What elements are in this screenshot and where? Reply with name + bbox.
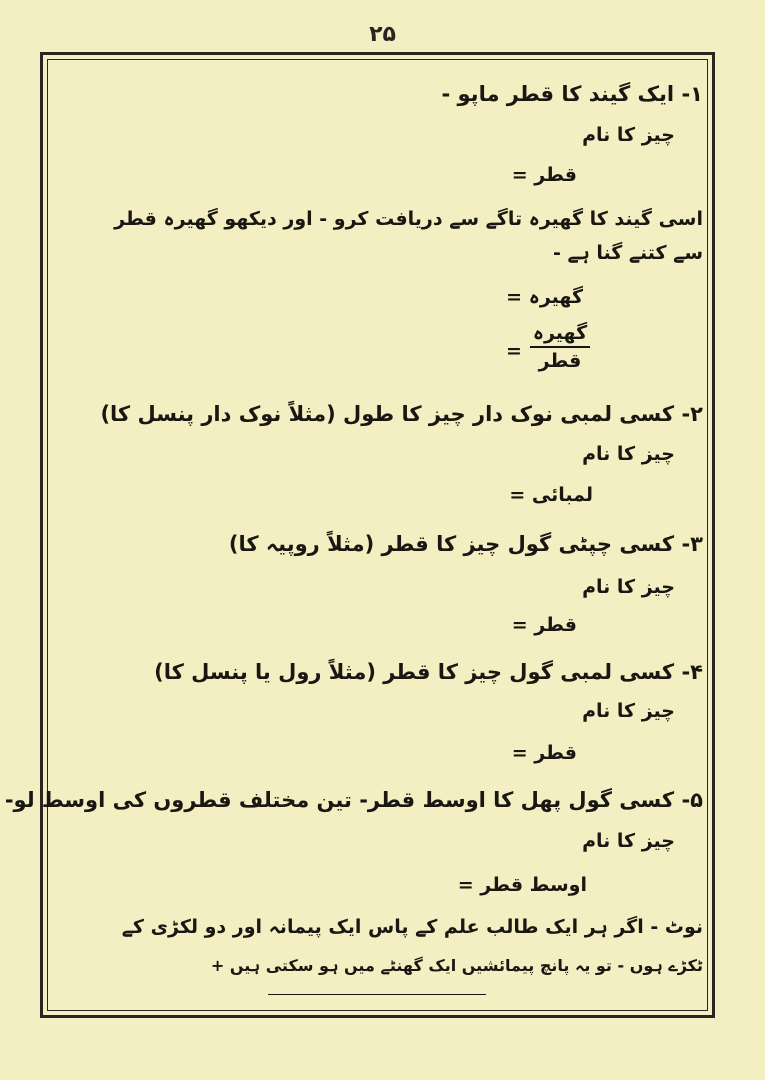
- item-5-object-name-label: چیز کا نام: [582, 830, 675, 852]
- note-line-2: ٹکڑے ہوں - تو یہ پانچ پیمائشیں ایک گھنٹے میں ہو سکتی ہیں +: [210, 956, 703, 975]
- item-3-heading: ۳- کسی چپٹی گول چیز کا قطر (مثلاً روپیہ کا): [228, 532, 703, 556]
- item-2-object-name-label: چیز کا نام: [582, 443, 675, 465]
- ratio-numerator: گھیرہ: [532, 322, 588, 344]
- note-line-1: نوٹ - اگر ہر ایک طالب علم کے پاس ایک پیمانہ اور دو لکڑی کے: [121, 916, 703, 938]
- circumference-label: گھیرہ =: [506, 286, 583, 308]
- circumference-text-line-1: اسی گیند کا گھیرہ تاگے سے دریافت کرو - اور دیکھو گھیرہ قطر: [114, 208, 703, 230]
- item-3-object-name-label: چیز کا نام: [582, 576, 675, 598]
- bottom-divider: [268, 994, 486, 995]
- fraction-bar: [530, 346, 590, 348]
- ratio-equals-sign: =: [506, 340, 522, 362]
- page-number: ۲۵: [369, 22, 396, 47]
- item-1-object-name-label: چیز کا نام: [582, 124, 675, 146]
- ratio-denominator: قطر: [538, 350, 582, 372]
- item-2-length-label: لمبائی =: [509, 484, 593, 506]
- item-1-diameter-label: قطر =: [511, 164, 577, 186]
- item-4-object-name-label: چیز کا نام: [582, 700, 675, 722]
- circumference-diameter-ratio: [530, 322, 590, 372]
- item-1-heading: ۱- ایک گیند کا قطر ماپو -: [441, 82, 703, 106]
- item-3-diameter-label: قطر =: [511, 614, 577, 636]
- item-4-diameter-label: قطر =: [511, 742, 577, 764]
- item-5-heading: ۵- کسی گول پھل کا اوسط قطر- تین مختلف قطروں کی اوسط لو-: [4, 788, 703, 812]
- item-4-heading: ۴- کسی لمبی گول چیز کا قطر (مثلاً رول یا پنسل کا): [154, 660, 703, 684]
- item-2-heading: ۲- کسی لمبی نوک دار چیز کا طول (مثلاً نوک دار پنسل کا): [100, 402, 703, 426]
- circumference-text-line-2: سے کتنے گنا ہے -: [552, 242, 703, 264]
- item-5-average-label: اوسط قطر =: [457, 874, 587, 896]
